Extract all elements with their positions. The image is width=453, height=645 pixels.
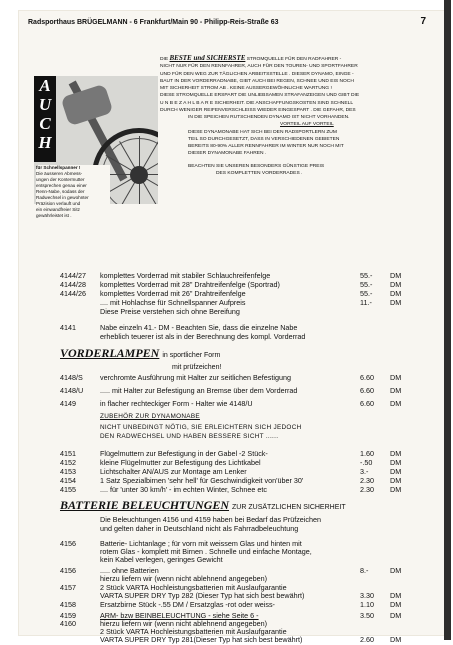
intro-line: UND FÜR DEN WEG ZUR TÄGLICHEN ARBEITSSTELLE . DIESER DYNAMO, EINGE - (160, 71, 354, 77)
table-row (60, 373, 432, 383)
note-line: gewährleistet ist . (36, 213, 72, 218)
item-unit: DM (390, 566, 402, 575)
item-unit: DM (390, 289, 402, 298)
item-price: 1.60 (360, 449, 374, 458)
table-row (60, 399, 432, 409)
intro-line: NICHT NUR FÜR DEN RENNFAHRER, AUCH FÜR DEN TOUREN- UND SPORTFAHRER (160, 64, 358, 70)
item-desc: .... für 'unter 30 km/h' - im echten Winter, Schnee etc (100, 485, 267, 494)
intro-suffix: STROMQUELLE FÜR DEN RADFAHRER - (246, 57, 342, 62)
item-code: 4156 (60, 539, 76, 548)
section-subtitle: ZUR ZUSÄTZLICHEN SICHERHEIT (232, 504, 346, 511)
accessories-note: NICHT UNBEDINGT NÖTIG, SIE ERLEICHTERN SICH JEDOCH (100, 424, 302, 431)
item-unit: DM (390, 600, 402, 609)
item-desc: verchromte Ausführung mit Halter zur seitlichen Befestigung (100, 373, 291, 382)
item-desc: 2 Stück VARTA Hochleistungsbatterien mit Auslaufgarantie (100, 627, 287, 636)
intro-line: DIESE STROMQUELLE ERSPART DIE UNLIEBSAMEN STRAFANZEIGEN UND GIBT DIE (160, 93, 360, 99)
item-code: 4148/U (60, 386, 84, 395)
auch-overlay (34, 76, 56, 162)
item-price: 2.30 (360, 485, 374, 494)
item-price: 3.50 (360, 611, 374, 620)
intro-line: U N B E Z A H L B A R E SICHERHEIT. DIE ANSCHAFFUNGSKOSTEN SIND SCHNELL (160, 100, 354, 106)
item-code: 4153 (60, 467, 76, 476)
table-row (60, 307, 432, 317)
item-unit: DM (390, 386, 402, 395)
intro-line (160, 55, 432, 63)
item-desc: in flacher rechteckiger Form - Halter wie 4148/U (100, 399, 253, 408)
item-desc: komplettes Vorderrad mit 26" Drahtreifenfelge (100, 289, 246, 298)
item-desc: Diese Preise verstehen sich ohne Bereifung (100, 307, 240, 316)
accessories-title: ZUBEHÖR ZUR DYNAMONABE (100, 413, 200, 420)
item-code: 4141 (60, 323, 76, 332)
item-desc: Flügelmuttern zur Befestigung in der Gabel -2 Stück- (100, 449, 268, 458)
item-price: 55.- (360, 280, 373, 289)
item-unit: DM (390, 485, 402, 494)
item-price: -.50 (360, 458, 373, 467)
item-price: 1.10 (360, 600, 374, 609)
item-price: 6.60 (360, 386, 374, 395)
item-desc: komplettes Vorderrad mit 28" Drahtreifenfelge (Sportrad) (100, 280, 280, 289)
note-line: Präzision verlauft und (36, 201, 81, 206)
intro-line: BEREITS 80-90% ALLER RENNFAHRER IM WINTER NUR NOCH MIT (188, 144, 344, 149)
auch-word: AUCH (35, 76, 55, 152)
intro-line: MIT SICHERHEIT STROM AB . KEINE AUSSERGEWÖHNLICHE WARTUNG ! (160, 86, 332, 91)
intro-line: DES KOMPLETTEN VORDERRADES . (216, 170, 303, 176)
item-desc: Ersatzbirne Stück -.55 DM / Ersatzglas -rot oder weiss- (100, 600, 275, 609)
item-code: 4156 (60, 566, 76, 575)
item-desc: ..... mit Halter zur Befestigung an Bremse über dem Vorderrad (100, 386, 298, 395)
item-desc: 2 Stück VARTA Hochleistungsbatterien mit Auslaufgarantie (100, 583, 287, 592)
section-subtitle-2 (172, 358, 221, 373)
item-code: 4149 (60, 399, 76, 408)
intro-prefix: DIE (160, 57, 169, 62)
intro-line: TEIL SO DURCHGESETZT, DASS IN VERSCHIEDENEN GEBIETEN (188, 136, 340, 142)
item-code: 4144/27 (60, 271, 86, 280)
table-row (60, 555, 432, 565)
item-unit: DM (390, 280, 402, 289)
item-price: 2.60 (360, 635, 374, 644)
item-desc: hierzu liefern wir (wenn nicht ablehnend angegeben) (100, 619, 268, 628)
item-desc: .... mit Hohlachse für Schnellspanner Aufpreis (100, 298, 246, 307)
item-code: 4160 (60, 619, 76, 628)
page-header (28, 16, 430, 30)
item-desc: kein Kabel verlegen, geringes Gewicht (100, 555, 223, 564)
item-code: 4148/S (60, 373, 83, 382)
item-price: 55.- (360, 289, 373, 298)
table-row (60, 600, 432, 610)
item-code: 4154 (60, 476, 76, 485)
header-address: Radsporthaus BRÜGELMANN - 6 Frankfurt/Main 90 - Philipp-Reis-Straße 63 (28, 19, 279, 26)
item-price: 11.- (360, 298, 372, 307)
item-desc: hierzu liefern wir (wenn nicht ablehnend angegeben) (100, 574, 268, 583)
note-line: Renn-Nabe, sodass der (36, 189, 85, 194)
table-row (60, 386, 432, 396)
intro-text (160, 55, 432, 177)
item-unit: DM (390, 611, 402, 620)
note-line: für Schnellspanner ! (36, 165, 81, 170)
table-row (60, 332, 432, 342)
item-price: 8.- (360, 566, 369, 575)
intro-brand: BESTE und SICHERSTE (169, 54, 246, 62)
intro-line: DIESE DYNAMONABE HAT SICH BEI DEN RADSPORTLERN ZUM (188, 129, 337, 135)
item-unit: DM (390, 298, 402, 307)
item-unit: DM (390, 591, 402, 600)
item-desc: 1 Satz Spezialbirnen 'sehr hell' für Geschwindigkeit von'über 30' (100, 476, 304, 485)
note-line: ein einwandfreier Sitz (36, 207, 80, 212)
item-unit: DM (390, 476, 402, 485)
item-desc: VARTA SUPER DRY Typ 281(Dieser Typ hat sich best bewährt) (100, 635, 303, 644)
table-row (60, 485, 432, 495)
item-unit: DM (390, 399, 402, 408)
section-title: BATTERIE BELEUCHTUNGEN (60, 498, 230, 512)
item-code: 4155 (60, 485, 76, 494)
item-desc: rotem Glas - komplett mit Birnen . Schnelle und einfache Montage, (100, 547, 312, 556)
item-unit: DM (390, 271, 402, 280)
item-desc: erheblich teuerer ist als in der Berechnung des kompl. Vorderrad (100, 332, 306, 341)
item-unit: DM (390, 467, 402, 476)
item-code: 4144/28 (60, 280, 86, 289)
intro-line: DURCH WENIGER REIFENVERSCHLEISS WIEDER EINGESPART . DIE GEFAHR, DES (160, 107, 356, 113)
item-desc: Lichtschalter AN/AUS zur Montage am Lenker (100, 467, 247, 476)
item-desc: VARTA SUPER DRY Typ 282 (Dieser Typ hat sich best bewährt) (100, 591, 305, 600)
item-desc: ..... ohne Batterien (100, 566, 159, 575)
item-desc: Batterie- Lichtanlage ; für vorn mit weissem Glas und hinten mit (100, 539, 302, 548)
item-unit: DM (390, 373, 402, 382)
section-title-battery (60, 498, 346, 513)
note-line: Radwechsel in gewohnter (36, 195, 89, 200)
item-code: 4144/26 (60, 289, 86, 298)
section-subtitle: in sportlicher Form (162, 352, 221, 359)
intro-line: DIESER DYNAMONABE FAHREN . (188, 151, 267, 157)
intro-line: IN DIE SPEICHEN RUTSCHENDEN DYNAMO IST NICHT VORHANDEN. (188, 115, 350, 120)
item-desc: ARM- bzw BEINBELEUCHTUNG - siehe Seite 6 - (100, 611, 259, 620)
item-price: 55.- (360, 271, 373, 280)
accessories-note: DEN RADWECHSEL UND HABEN BESSERE SICHT ...... (100, 433, 279, 440)
item-code: 4158 (60, 600, 76, 609)
item-code: 4159 (60, 611, 76, 620)
battery-note-row (60, 524, 432, 534)
item-code: 4152 (60, 458, 76, 467)
item-desc: komplettes Vorderrad mit stabiler Schlauchreifenfelge (100, 271, 271, 280)
item-code: 4157 (60, 583, 76, 592)
scan-edge (444, 0, 451, 640)
item-code: 4151 (60, 449, 76, 458)
intro-line: VORTEIL AUF VORTEIL (280, 122, 334, 128)
note-line: ungen der Kontermutter (36, 177, 85, 182)
intro-line: BAUT IN DER VORDERRADNABE, GIBT AUCH BEI REGEN, SCHNEE UND EIS NOCH (160, 78, 354, 84)
note-line: entsprechen genau einer (36, 183, 87, 188)
accessories-note-row (60, 433, 432, 443)
item-desc: kleine Flügelmutter zur Befestigung des Lichtkabel (100, 458, 261, 467)
item-unit: DM (390, 458, 402, 467)
item-price: 6.60 (360, 399, 374, 408)
item-price: 2.30 (360, 476, 374, 485)
item-price: 3.30 (360, 591, 374, 600)
table-row (60, 635, 432, 645)
page-number: 7 (420, 16, 426, 27)
section-title: VORDERLAMPEN (60, 346, 160, 360)
battery-note-line: und gelten daher in Deutschland nicht als Fahrradbeleuchtung (100, 524, 299, 533)
item-unit: DM (390, 635, 402, 644)
item-price: 6.60 (360, 373, 374, 382)
item-unit: DM (390, 449, 402, 458)
accessories-title-row (60, 413, 432, 423)
note-line: Die äusseren Abmess- (36, 171, 83, 176)
item-price: 3.- (360, 467, 369, 476)
section-subtitle: mit prüfzeichen! (172, 364, 222, 371)
battery-note-line: Die Beleuchtungen 4156 und 4159 haben bei Bedarf das Prüfzeichen (100, 515, 321, 524)
intro-line: BEACHTEN SIE UNSEREN BESONDERS GÜNSTIGE PREIS (188, 163, 325, 169)
item-desc: Nabe einzeln 41.- DM - Beachten Sie, dass die einzelne Nabe (100, 323, 298, 332)
quick-release-note (36, 165, 110, 219)
